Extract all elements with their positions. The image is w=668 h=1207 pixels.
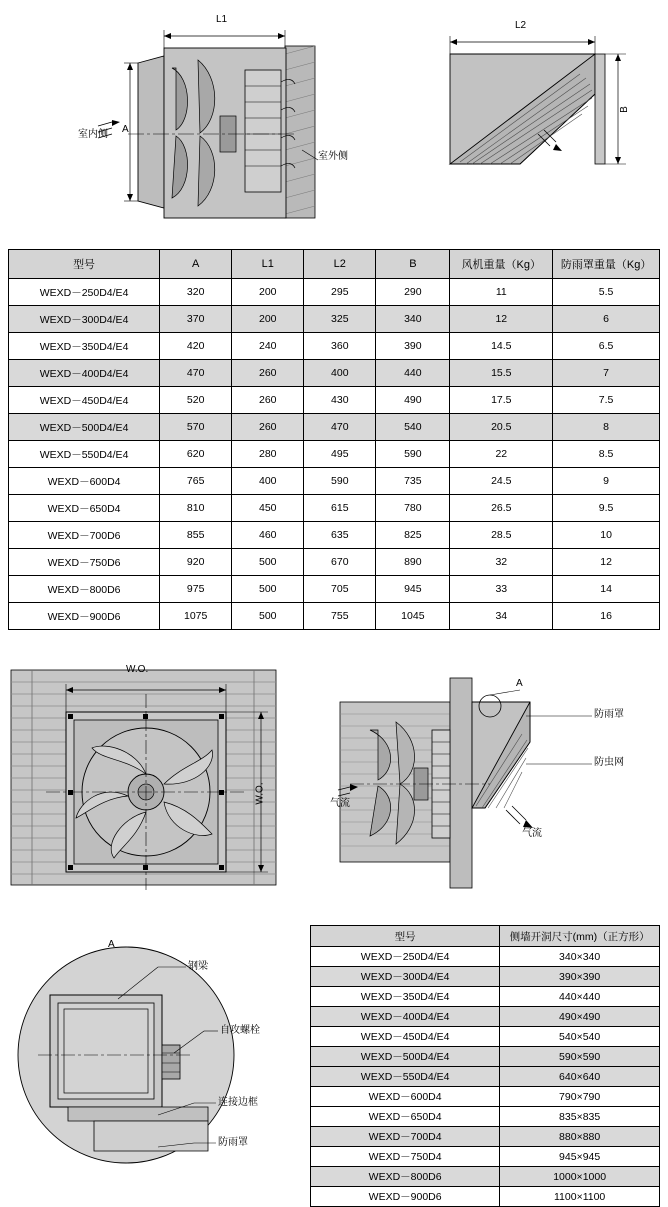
label-steel-beam: 钢梁 bbox=[188, 961, 208, 972]
cell-l2: 705 bbox=[304, 576, 376, 603]
cell-b: 825 bbox=[376, 522, 450, 549]
cell-open-model: WEXD－650D4 bbox=[311, 1107, 500, 1127]
cell-fan-weight: 20.5 bbox=[450, 414, 553, 441]
cell-fan-weight: 12 bbox=[450, 306, 553, 333]
cell-a: 420 bbox=[160, 333, 232, 360]
cell-model: WEXD－250D4/E4 bbox=[9, 279, 160, 306]
label-a-detail: A bbox=[108, 939, 115, 950]
wall-opening-table bbox=[310, 925, 660, 1207]
table-row bbox=[311, 1147, 660, 1167]
label-self-tapping-screw: 自攻螺栓 bbox=[220, 1025, 260, 1036]
label-insect-net: 防虫网 bbox=[594, 757, 624, 768]
cell-model: WEXD－550D4/E4 bbox=[9, 441, 160, 468]
spec-table bbox=[8, 249, 660, 630]
cell-open-model: WEXD－700D4 bbox=[311, 1127, 500, 1147]
label-indoor-side: 室内侧 bbox=[78, 129, 108, 140]
cell-open-size: 490×490 bbox=[500, 1007, 660, 1027]
label-airflow-out: 气流 bbox=[522, 828, 542, 839]
cell-hood-weight: 16 bbox=[553, 603, 660, 630]
cell-l2: 470 bbox=[304, 414, 376, 441]
cell-open-size: 440×440 bbox=[500, 987, 660, 1007]
cell-hood-weight: 10 bbox=[553, 522, 660, 549]
cell-l1: 280 bbox=[232, 441, 304, 468]
figure-side-view bbox=[80, 8, 360, 233]
cell-hood-weight: 9.5 bbox=[553, 495, 660, 522]
cell-open-model: WEXD－550D4/E4 bbox=[311, 1067, 500, 1087]
cell-hood-weight: 8 bbox=[553, 414, 660, 441]
cell-b: 945 bbox=[376, 576, 450, 603]
cell-a: 920 bbox=[160, 549, 232, 576]
cell-model: WEXD－350D4/E4 bbox=[9, 333, 160, 360]
label-a-fig4: A bbox=[516, 678, 523, 689]
table-row bbox=[9, 279, 660, 306]
th-hood-weight: 防雨罩重量（Kg） bbox=[553, 250, 660, 279]
table-row bbox=[311, 987, 660, 1007]
cell-fan-weight: 11 bbox=[450, 279, 553, 306]
cell-hood-weight: 14 bbox=[553, 576, 660, 603]
cell-open-size: 590×590 bbox=[500, 1047, 660, 1067]
cell-open-size: 945×945 bbox=[500, 1147, 660, 1167]
cell-fan-weight: 32 bbox=[450, 549, 553, 576]
table-row bbox=[311, 967, 660, 987]
cell-hood-weight: 7 bbox=[553, 360, 660, 387]
cell-fan-weight: 33 bbox=[450, 576, 553, 603]
label-rain-hood-detail: 防雨罩 bbox=[218, 1137, 248, 1148]
cell-b: 290 bbox=[376, 279, 450, 306]
cell-b: 540 bbox=[376, 414, 450, 441]
cell-l2: 430 bbox=[304, 387, 376, 414]
cell-a: 1075 bbox=[160, 603, 232, 630]
table-row bbox=[311, 1067, 660, 1087]
cell-l2: 670 bbox=[304, 549, 376, 576]
cell-l2: 590 bbox=[304, 468, 376, 495]
cell-a: 370 bbox=[160, 306, 232, 333]
cell-open-size: 540×540 bbox=[500, 1027, 660, 1047]
table-row bbox=[9, 414, 660, 441]
cell-open-size: 880×880 bbox=[500, 1127, 660, 1147]
cell-model: WEXD－500D4/E4 bbox=[9, 414, 160, 441]
cell-a: 470 bbox=[160, 360, 232, 387]
table-row bbox=[9, 603, 660, 630]
cell-b: 590 bbox=[376, 441, 450, 468]
cell-b: 390 bbox=[376, 333, 450, 360]
spec-table-header-row bbox=[9, 250, 660, 279]
cell-l2: 400 bbox=[304, 360, 376, 387]
cell-a: 570 bbox=[160, 414, 232, 441]
cell-open-model: WEXD－250D4/E4 bbox=[311, 947, 500, 967]
label-outdoor-side: 室外侧 bbox=[318, 151, 348, 162]
cell-model: WEXD－900D6 bbox=[9, 603, 160, 630]
cell-fan-weight: 28.5 bbox=[450, 522, 553, 549]
table-row bbox=[311, 1107, 660, 1127]
label-wo-right: W.O. bbox=[254, 782, 266, 805]
cell-hood-weight: 6.5 bbox=[553, 333, 660, 360]
table-row bbox=[9, 495, 660, 522]
table-row bbox=[9, 468, 660, 495]
th-l2: L2 bbox=[304, 250, 376, 279]
label-rain-hood-fig4: 防雨罩 bbox=[594, 709, 624, 720]
cell-a: 620 bbox=[160, 441, 232, 468]
cell-l1: 500 bbox=[232, 603, 304, 630]
cell-fan-weight: 24.5 bbox=[450, 468, 553, 495]
cell-open-model: WEXD－600D4 bbox=[311, 1087, 500, 1107]
th-open-model: 型号 bbox=[311, 926, 500, 947]
cell-hood-weight: 7.5 bbox=[553, 387, 660, 414]
cell-l1: 260 bbox=[232, 360, 304, 387]
cell-open-size: 390×390 bbox=[500, 967, 660, 987]
cell-l1: 500 bbox=[232, 576, 304, 603]
cell-b: 780 bbox=[376, 495, 450, 522]
cell-open-model: WEXD－350D4/E4 bbox=[311, 987, 500, 1007]
cell-open-model: WEXD－400D4/E4 bbox=[311, 1007, 500, 1027]
table-row bbox=[311, 1087, 660, 1107]
cell-model: WEXD－600D4 bbox=[9, 468, 160, 495]
cell-open-model: WEXD－500D4/E4 bbox=[311, 1047, 500, 1067]
cell-l2: 495 bbox=[304, 441, 376, 468]
cell-l2: 635 bbox=[304, 522, 376, 549]
cell-a: 975 bbox=[160, 576, 232, 603]
cell-fan-weight: 26.5 bbox=[450, 495, 553, 522]
table-row bbox=[9, 306, 660, 333]
table-row bbox=[9, 522, 660, 549]
cell-model: WEXD－300D4/E4 bbox=[9, 306, 160, 333]
table-row bbox=[9, 360, 660, 387]
cell-open-model: WEXD－900D6 bbox=[311, 1187, 500, 1207]
table-row bbox=[311, 1047, 660, 1067]
cell-fan-weight: 22 bbox=[450, 441, 553, 468]
cell-open-size: 1000×1000 bbox=[500, 1167, 660, 1187]
cell-model: WEXD－750D6 bbox=[9, 549, 160, 576]
label-l2: L2 bbox=[515, 20, 527, 31]
table-row bbox=[9, 549, 660, 576]
cell-model: WEXD－800D6 bbox=[9, 576, 160, 603]
table-row bbox=[311, 1167, 660, 1187]
cell-l1: 500 bbox=[232, 549, 304, 576]
cell-fan-weight: 15.5 bbox=[450, 360, 553, 387]
label-a-fig1: A bbox=[122, 124, 129, 135]
cell-l1: 200 bbox=[232, 279, 304, 306]
cell-l1: 260 bbox=[232, 387, 304, 414]
cell-l1: 400 bbox=[232, 468, 304, 495]
cell-fan-weight: 14.5 bbox=[450, 333, 553, 360]
cell-open-model: WEXD－750D4 bbox=[311, 1147, 500, 1167]
cell-l2: 360 bbox=[304, 333, 376, 360]
cell-fan-weight: 34 bbox=[450, 603, 553, 630]
cell-hood-weight: 5.5 bbox=[553, 279, 660, 306]
cell-a: 855 bbox=[160, 522, 232, 549]
th-b: B bbox=[376, 250, 450, 279]
th-open-size: 侧墙开洞尺寸(mm)（正方形） bbox=[500, 926, 660, 947]
cell-open-size: 340×340 bbox=[500, 947, 660, 967]
cell-b: 1045 bbox=[376, 603, 450, 630]
cell-open-size: 640×640 bbox=[500, 1067, 660, 1087]
cell-hood-weight: 12 bbox=[553, 549, 660, 576]
cell-l1: 200 bbox=[232, 306, 304, 333]
label-connecting-frame: 连接边框 bbox=[218, 1097, 258, 1108]
cell-a: 810 bbox=[160, 495, 232, 522]
cell-hood-weight: 8.5 bbox=[553, 441, 660, 468]
cell-a: 320 bbox=[160, 279, 232, 306]
cell-a: 765 bbox=[160, 468, 232, 495]
th-model: 型号 bbox=[9, 250, 160, 279]
cell-b: 735 bbox=[376, 468, 450, 495]
label-l1: L1 bbox=[216, 14, 228, 25]
th-fan-weight: 风机重量（Kg） bbox=[450, 250, 553, 279]
label-wo-top: W.O. bbox=[126, 664, 149, 675]
cell-fan-weight: 17.5 bbox=[450, 387, 553, 414]
cell-model: WEXD－650D4 bbox=[9, 495, 160, 522]
cell-l2: 325 bbox=[304, 306, 376, 333]
cell-open-model: WEXD－300D4/E4 bbox=[311, 967, 500, 987]
figure-rain-hood bbox=[420, 14, 650, 214]
cell-l2: 755 bbox=[304, 603, 376, 630]
cell-model: WEXD－450D4/E4 bbox=[9, 387, 160, 414]
cell-open-size: 1100×1100 bbox=[500, 1187, 660, 1207]
cell-l2: 295 bbox=[304, 279, 376, 306]
figure-front-view bbox=[6, 650, 306, 900]
table-row bbox=[9, 387, 660, 414]
table-row bbox=[311, 1027, 660, 1047]
cell-model: WEXD－400D4/E4 bbox=[9, 360, 160, 387]
table-row bbox=[311, 1187, 660, 1207]
table-row bbox=[9, 576, 660, 603]
cell-open-size: 790×790 bbox=[500, 1087, 660, 1107]
cell-hood-weight: 9 bbox=[553, 468, 660, 495]
cell-l1: 460 bbox=[232, 522, 304, 549]
table-row bbox=[311, 1127, 660, 1147]
table-row bbox=[9, 333, 660, 360]
cell-model: WEXD－700D6 bbox=[9, 522, 160, 549]
opening-table-header-row bbox=[311, 926, 660, 947]
table-row bbox=[311, 1007, 660, 1027]
cell-open-model: WEXD－800D6 bbox=[311, 1167, 500, 1187]
label-b: B bbox=[618, 106, 630, 113]
cell-b: 440 bbox=[376, 360, 450, 387]
table-row bbox=[311, 947, 660, 967]
th-a: A bbox=[160, 250, 232, 279]
cell-open-size: 835×835 bbox=[500, 1107, 660, 1127]
figure-hood-section bbox=[330, 660, 660, 900]
cell-hood-weight: 6 bbox=[553, 306, 660, 333]
figure-detail-a bbox=[8, 925, 298, 1185]
table-row bbox=[9, 441, 660, 468]
cell-a: 520 bbox=[160, 387, 232, 414]
cell-b: 490 bbox=[376, 387, 450, 414]
cell-l1: 240 bbox=[232, 333, 304, 360]
cell-l1: 260 bbox=[232, 414, 304, 441]
cell-l1: 450 bbox=[232, 495, 304, 522]
cell-b: 340 bbox=[376, 306, 450, 333]
label-airflow-in: 气流 bbox=[330, 798, 350, 809]
cell-b: 890 bbox=[376, 549, 450, 576]
cell-open-model: WEXD－450D4/E4 bbox=[311, 1027, 500, 1047]
cell-l2: 615 bbox=[304, 495, 376, 522]
th-l1: L1 bbox=[232, 250, 304, 279]
